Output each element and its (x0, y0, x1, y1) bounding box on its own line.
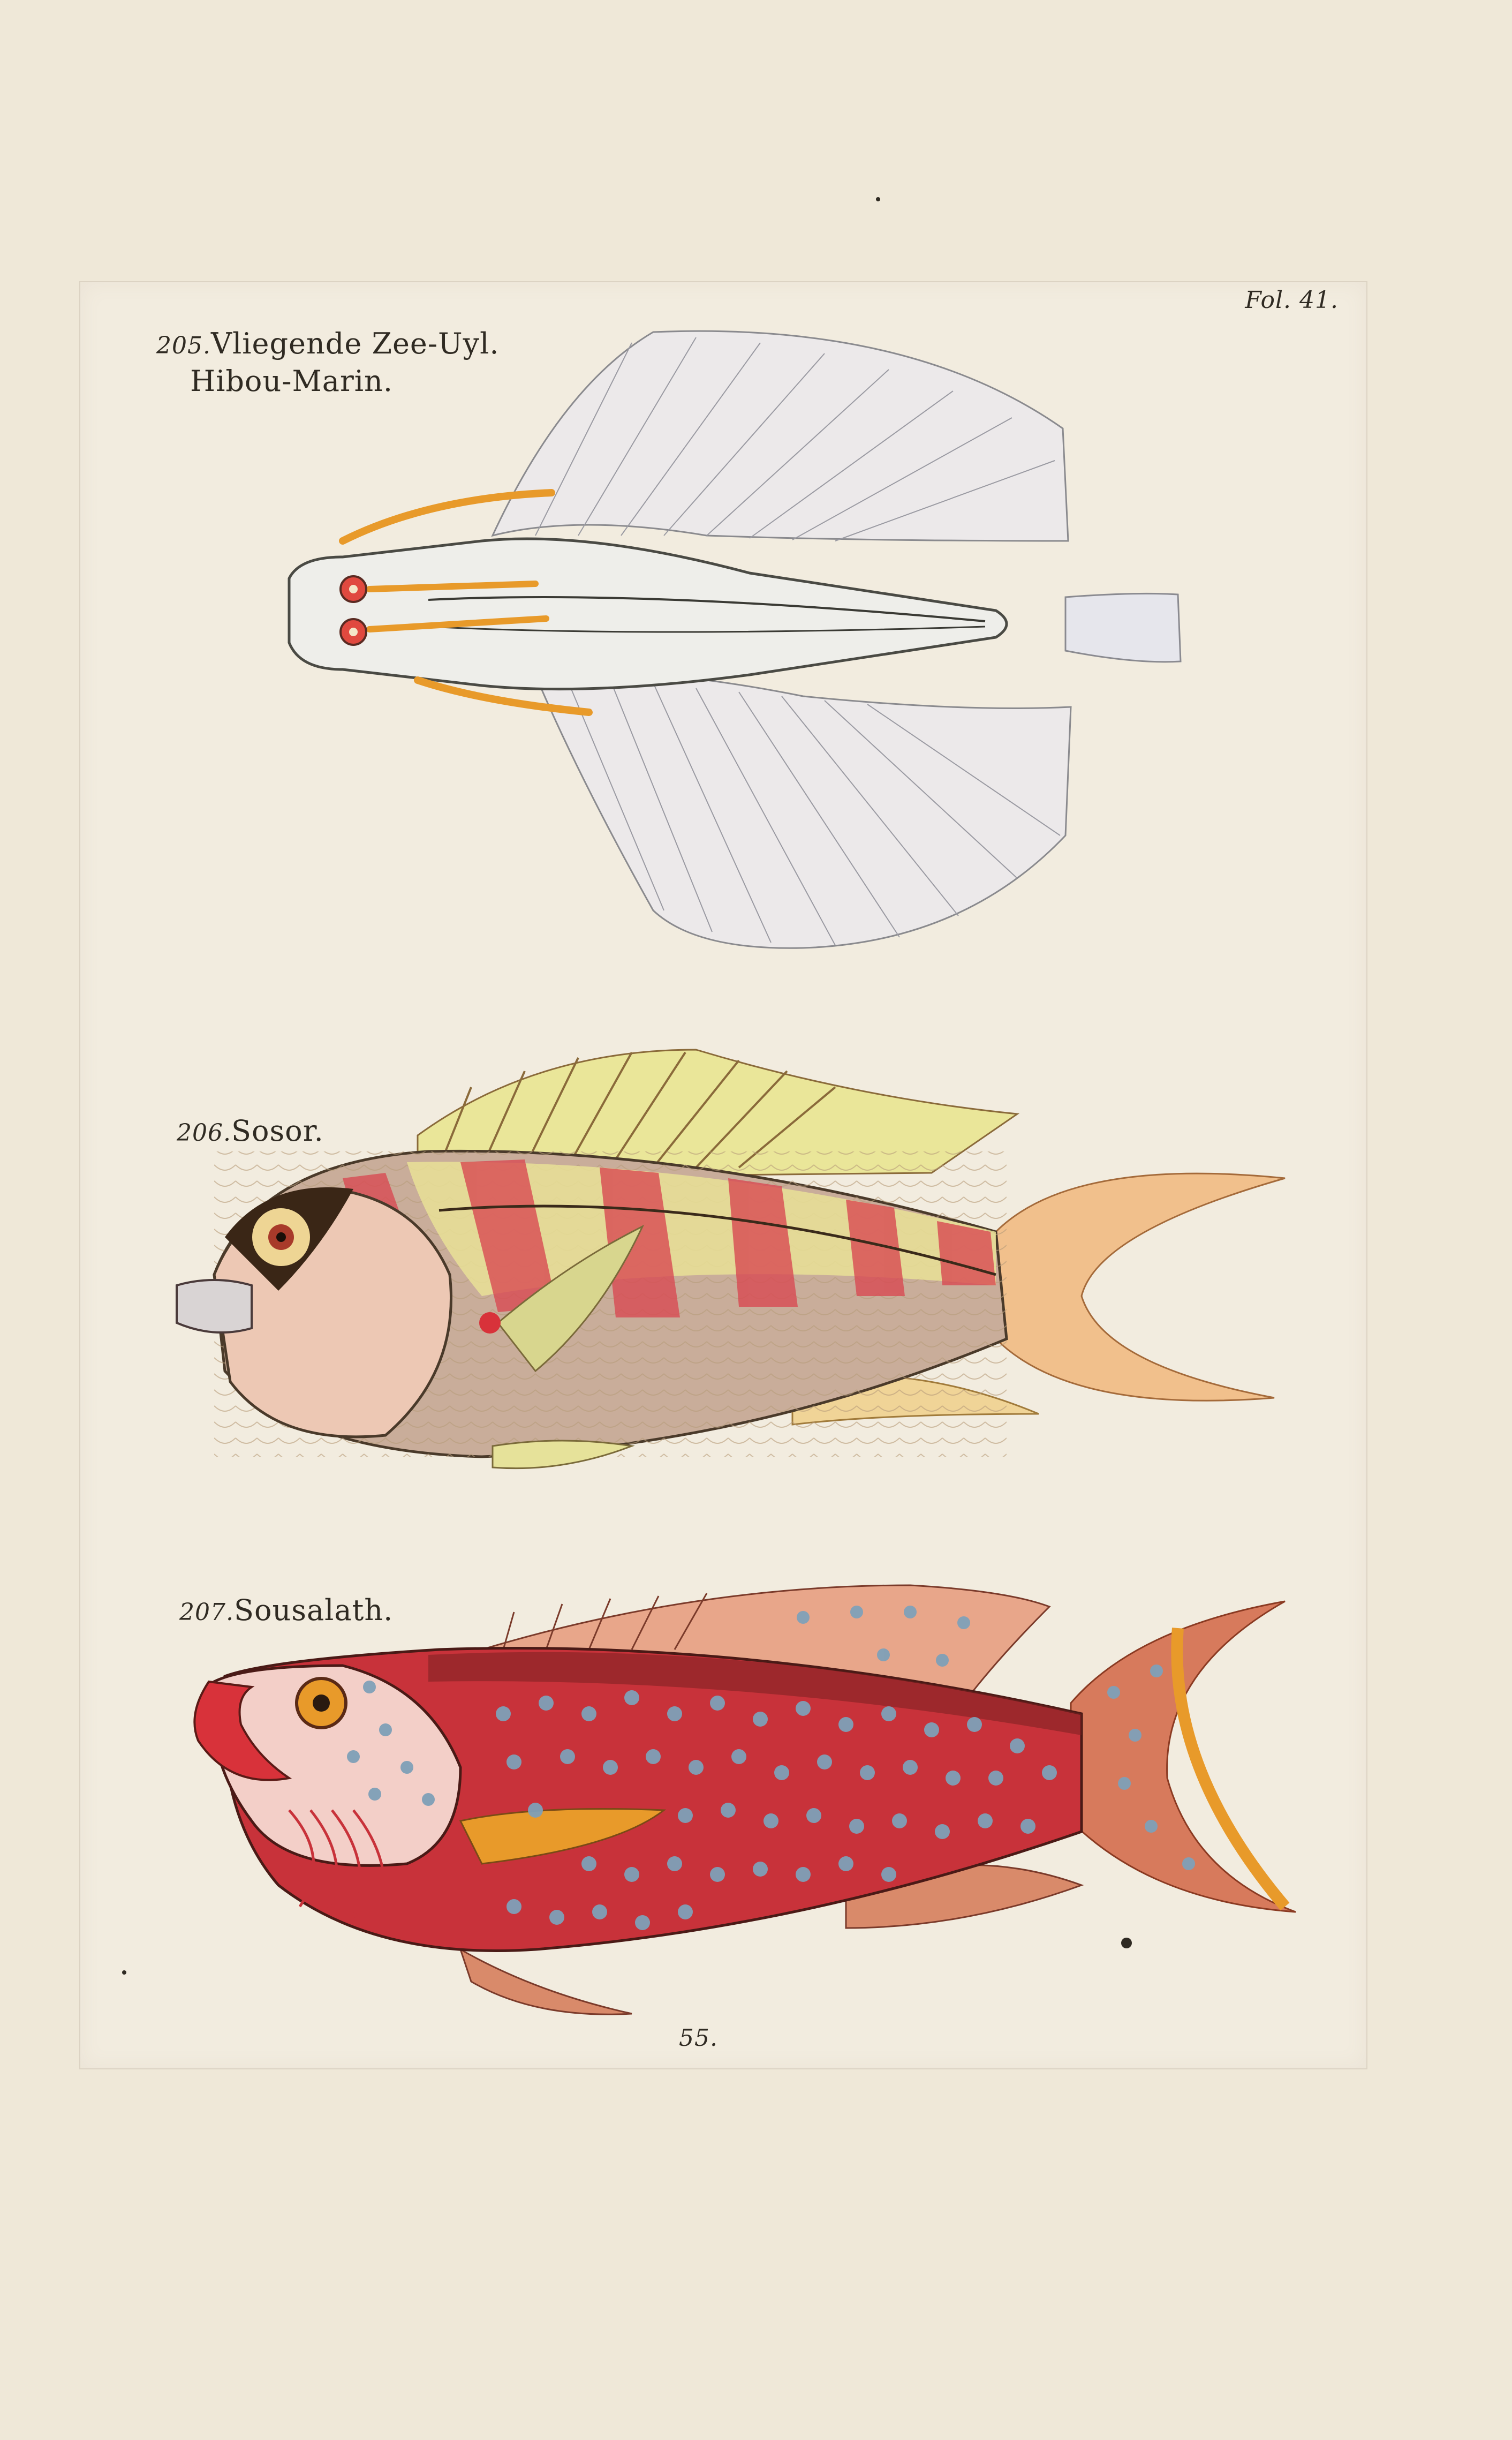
fish-207-number: 207. (179, 1599, 234, 1626)
flying-fish-tail (1065, 593, 1181, 662)
fish-205-name: Vliegende Zee-Uyl. (210, 327, 500, 360)
flying-fish-lower-wing (535, 672, 1071, 948)
flying-fish-illustration (289, 331, 1181, 948)
fish-205-number: 205. (156, 332, 211, 359)
plate-number: 55. (679, 2024, 718, 2052)
fish-206-number: 206. (177, 1119, 231, 1147)
fish-207-name: Sousalath. (233, 1593, 394, 1627)
striped-fish-illustration (177, 1050, 1285, 1468)
fish-205-alt-name: Hibou-Marin. (190, 364, 393, 398)
flying-fish-upper-wing (493, 331, 1068, 541)
striped-fish-mouth (177, 1280, 252, 1332)
spotted-fish-illustration (194, 1585, 1296, 2014)
fish-206-name: Sosor. (231, 1114, 324, 1148)
folio-number: Fol. 41. (1245, 287, 1339, 314)
striped-fish-tail (996, 1173, 1285, 1400)
